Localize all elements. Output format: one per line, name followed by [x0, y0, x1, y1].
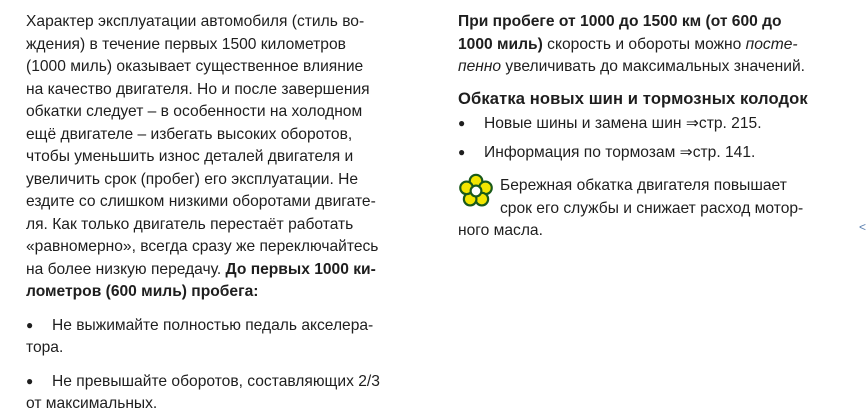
list-item [26, 314, 426, 360]
mileage-bold-a: При пробеге от 1000 до 1500 км (от 600 до [458, 13, 782, 30]
note-line: Бережная обкатка двигателя повышает [500, 177, 787, 194]
bullet-text: тора. [26, 339, 64, 356]
intro-line: увеличить срок (пробег) его эксплуатации. Не [26, 170, 359, 188]
mileage-italic-b: пенно [458, 58, 502, 75]
note-line: ного масла. [458, 222, 543, 239]
environment-note [458, 175, 858, 243]
brakes-link-text[interactable]: Информация по тормозам ⇒стр. 141. [484, 143, 756, 161]
bullet-icon: ● [26, 373, 34, 388]
intro-line: чтобы уменьшить износ деталей двигателя и [26, 148, 354, 165]
bullet-text: Не превышайте оборотов, составляющих 2/3 [52, 372, 380, 390]
mileage-paragraph [458, 11, 858, 79]
note-line: срок его службы и снижает расход мотор- [500, 199, 804, 217]
mileage-italic-a: посте- [745, 35, 798, 53]
intro-line: ездите со слишком низкими оборотами двигате- [26, 193, 376, 210]
intro-line: на качество двигателя. Но и после завершения [26, 80, 370, 98]
flower-icon [458, 173, 494, 209]
list-item [458, 112, 858, 136]
mileage-bold-b: 1000 миль) [458, 35, 543, 53]
first-1000-km-heading-a: До первых 1000 ки- [225, 260, 376, 278]
intro-line: (1000 миль) оказывает существенное влияние [26, 58, 364, 75]
right-column [458, 11, 858, 243]
list-item [458, 141, 858, 165]
intro-line: ещё двигателе – избегать высоких оборотов, [26, 125, 353, 143]
intro-line: обкатки следует – в особенности на холодном [26, 103, 363, 120]
intro-line: ждения) в течение первых 1500 километров [26, 35, 346, 53]
bullet-icon: ● [458, 144, 466, 159]
bullet-text: Не выжимайте полностью педаль акселера- [52, 316, 374, 334]
tires-link-text[interactable]: Новые шины и замена шин ⇒стр. 215. [484, 115, 762, 132]
bullet-icon: ● [26, 317, 34, 332]
bullet-text: от максимальных. [26, 395, 158, 412]
intro-line: ля. Как только двигатель перестаёт работать [26, 215, 354, 233]
intro-line: Характер эксплуатации автомобиля (стиль во- [26, 13, 365, 30]
mileage-text-b: увеличивать до максимальных значений. [501, 58, 805, 75]
intro-paragraph [26, 11, 426, 304]
left-column [26, 11, 426, 416]
list-item [26, 370, 426, 416]
tires-brakes-heading: Обкатка новых шин и тормозных колодок [458, 88, 808, 108]
first-1000-km-heading-b: лометров (600 миль) пробега: [26, 283, 259, 300]
intro-line: на более низкую передачу. [26, 260, 222, 278]
mileage-text-a: скорость и обороты можно [542, 35, 746, 53]
intro-line: «равномерно», всегда сразу же переключайтесь [26, 238, 379, 255]
bullet-icon: ● [458, 116, 466, 130]
page-edge-arrow[interactable]: < [858, 220, 866, 234]
